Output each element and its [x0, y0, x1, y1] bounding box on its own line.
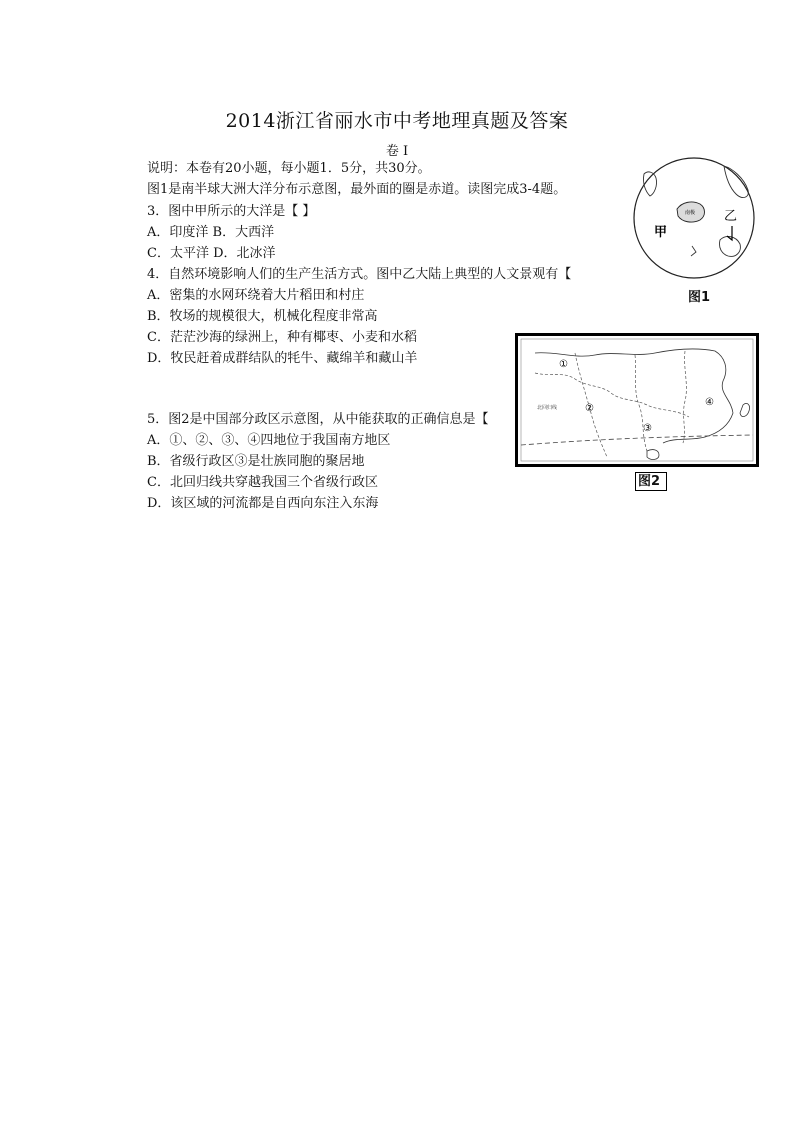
question-3-options-ab: A．印度洋 B．大西洋 — [147, 225, 275, 240]
question-3-options-cd: C．太平洋 D．北冰洋 — [147, 246, 276, 261]
question-4-option-a: A．密集的水网环绕着大片稻田和村庄 — [147, 288, 365, 303]
label-jia: 甲 — [654, 225, 668, 240]
section-heading: 卷 I — [385, 144, 409, 159]
center-label: 南极 — [684, 210, 696, 216]
marker-2: ② — [585, 403, 594, 414]
china-partial-map — [515, 333, 759, 467]
fig1-intro: 图1是南半球大洲大洋分布示意图，最外面的圈是赤道。读图完成3-4题。 — [147, 182, 567, 197]
southern-hemisphere-map — [632, 156, 756, 280]
island-mark — [691, 246, 696, 256]
australia-outline — [719, 237, 740, 257]
marker-3: ③ — [643, 423, 652, 434]
question-4-option-b: B．牧场的规模很大，机械化程度非常高 — [147, 309, 378, 324]
figure-2 — [515, 333, 759, 467]
question-5-option-b: B．省级行政区③是壮族同胞的聚居地 — [147, 454, 365, 469]
question-5-stem: 5．图2是中国部分政区示意图，从中能获取的正确信息是【 — [147, 412, 489, 427]
figure-1 — [632, 156, 756, 280]
africa-outline — [724, 166, 748, 197]
marker-1: ① — [559, 359, 568, 370]
instructions: 说明：本卷有20小题，每小题1．5分，共30分。 — [147, 161, 431, 176]
tropic-label: 北回归线 — [537, 405, 558, 411]
arrow-icon — [727, 226, 732, 240]
question-4-stem: 4．自然环境影响人们的生产生活方式。图中乙大陆上典型的人文景观有【 — [147, 267, 572, 282]
label-yi: 乙 — [724, 209, 738, 224]
page-title: 2014浙江省丽水市中考地理真题及答案 — [225, 110, 569, 132]
question-5-option-a: A．①、②、③、④四地位于我国南方地区 — [147, 433, 391, 448]
question-5-option-c: C．北回归线共穿越我国三个省级行政区 — [147, 475, 378, 490]
question-3-stem: 3．图中甲所示的大洋是【 】 — [147, 204, 316, 219]
figure-2-caption: 图2 — [635, 472, 667, 491]
figure-1-caption: 图1 — [688, 290, 711, 305]
question-5-option-d: D．该区域的河流都是自西向东注入东海 — [147, 496, 379, 511]
question-4-option-c: C．茫茫沙海的绿洲上，种有椰枣、小麦和水稻 — [147, 330, 417, 345]
south-america-outline — [643, 172, 656, 196]
marker-4: ④ — [705, 397, 714, 408]
question-4-option-d: D．牧民赶着成群结队的牦牛、藏绵羊和藏山羊 — [147, 351, 418, 366]
